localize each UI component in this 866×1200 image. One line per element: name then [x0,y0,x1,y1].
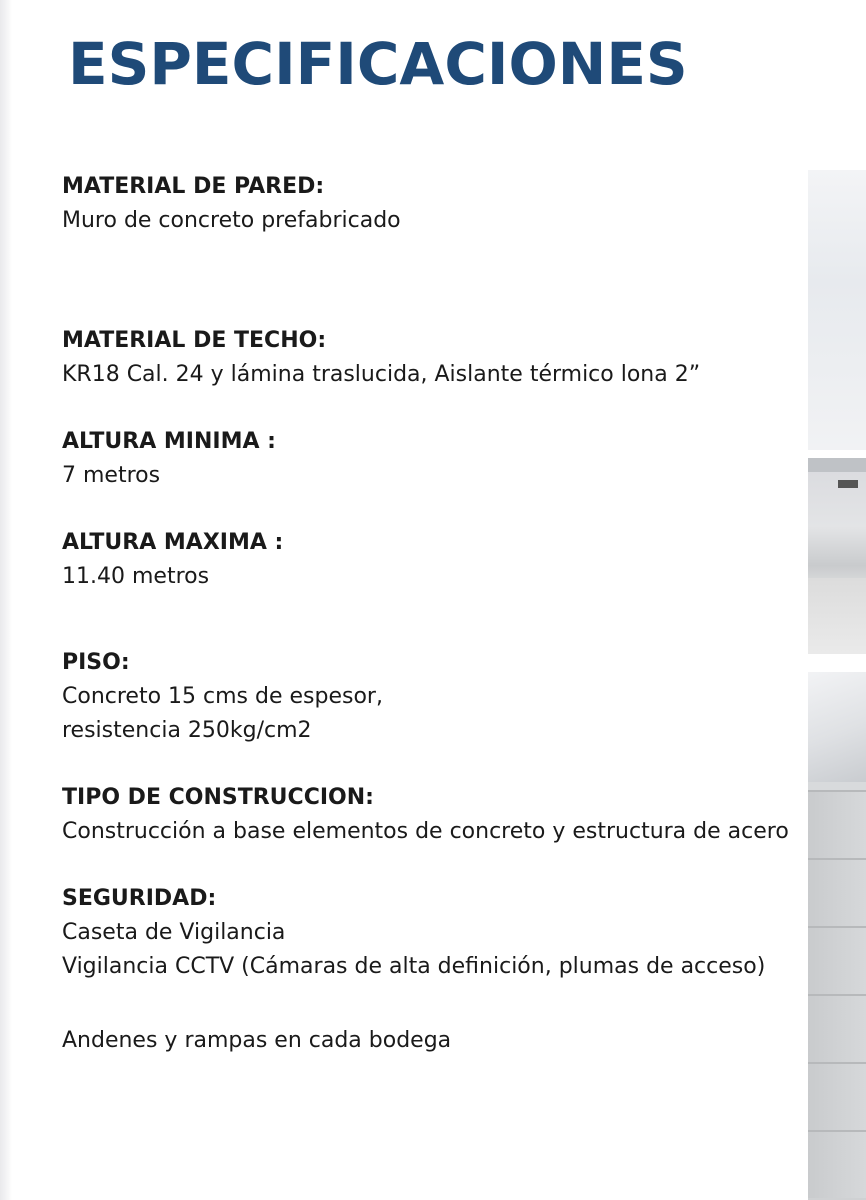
roof-shape [808,672,866,782]
warehouse-photo-sky [808,170,866,450]
spec-min-height [62,425,796,493]
spec-value: resistencia 250kg/cm2 [62,718,312,743]
spec-construction-type [62,781,796,849]
warehouse-photo-facade [808,672,866,1200]
wall-panel [808,858,866,926]
ground-shape [808,578,866,654]
spec-value: KR18 Cal. 24 y lámina traslucida, Aislante térmico lona 2” [62,362,701,387]
spec-label: ALTURA MAXIMA : [62,530,284,555]
spec-value: Muro de concreto prefabricado [62,208,401,233]
spec-floor [62,646,796,748]
spec-footer-note [62,1024,796,1058]
page-left-edge [0,0,12,1200]
spec-wall-material [62,170,796,238]
spec-roof-material [62,324,796,392]
spec-value: 7 metros [62,463,161,488]
warehouse-photo-exterior [808,458,866,654]
sign-shape [838,480,858,488]
specifications-content [62,170,796,1058]
spec-label: ALTURA MINIMA : [62,429,276,454]
footer-note: Andenes y rampas en cada bodega [62,1028,452,1053]
spec-label: MATERIAL DE PARED: [62,174,325,199]
spec-value: Concreto 15 cms de espesor, [62,684,383,709]
spec-value: Vigilancia CCTV (Cámaras de alta definición, plumas de acceso) [62,954,766,979]
wall-panel [808,1062,866,1130]
wall-panel [808,926,866,994]
spec-security [62,882,796,984]
roofline-shape [808,458,866,472]
wall-panel [808,994,866,1062]
spec-label: SEGURIDAD: [62,886,217,911]
spec-label: MATERIAL DE TECHO: [62,328,327,353]
spec-label: TIPO DE CONSTRUCCION: [62,785,374,810]
spec-max-height [62,526,796,594]
spec-value: Caseta de Vigilancia [62,920,286,945]
wall-panel [808,790,866,858]
page-title: ESPECIFICACIONES [68,30,688,98]
spec-value: Construcción a base elementos de concreto y estructura de acero [62,819,789,844]
spec-label: PISO: [62,650,130,675]
wall-panel [808,1130,866,1198]
spec-value: 11.40 metros [62,564,210,589]
